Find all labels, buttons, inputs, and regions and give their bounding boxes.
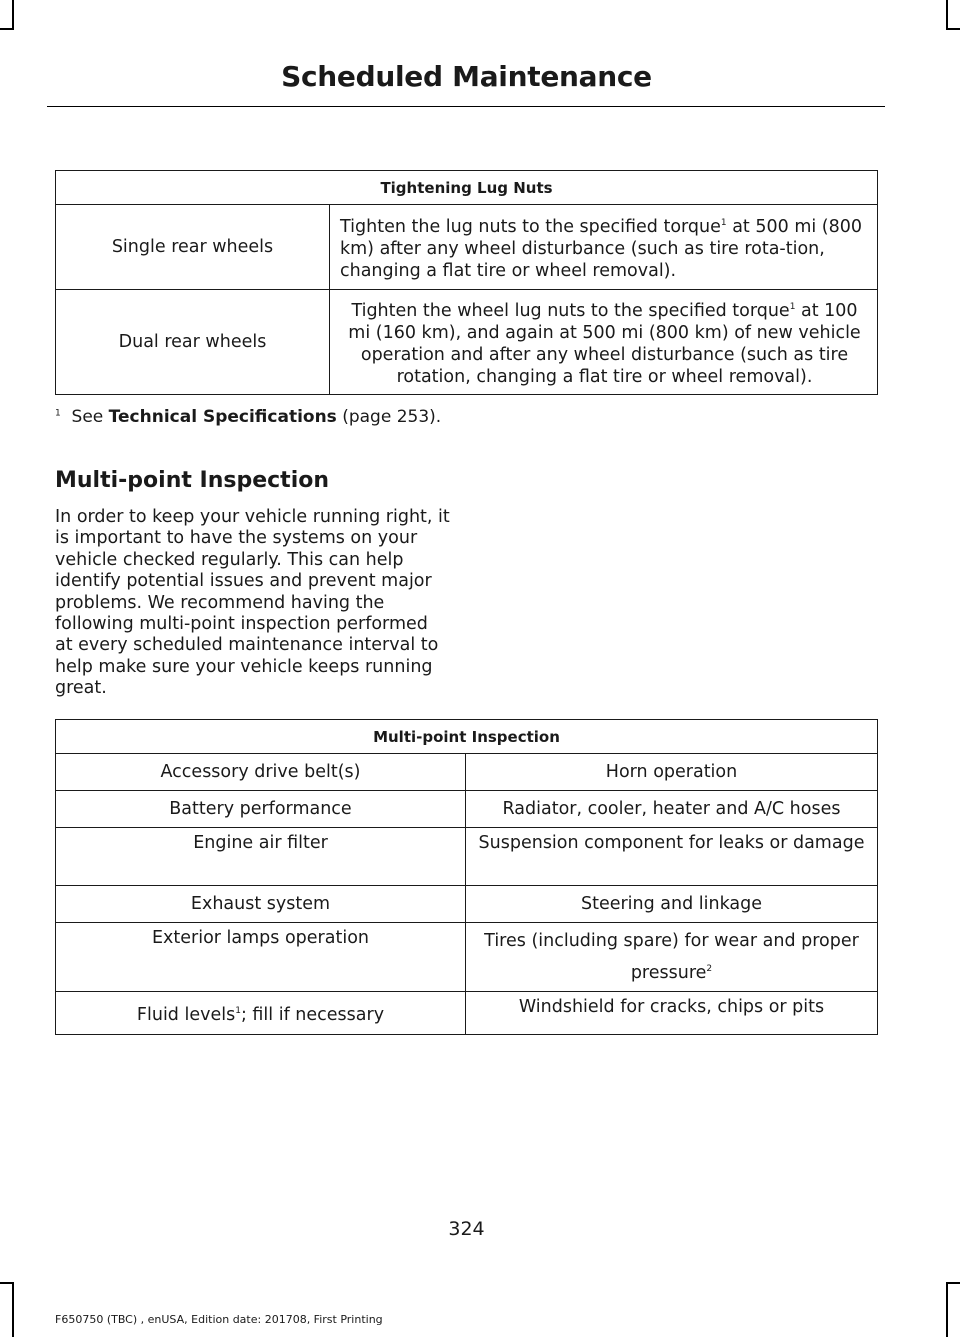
table-row bbox=[56, 791, 878, 828]
footnote-ref: 1 bbox=[720, 218, 727, 229]
inspection-text: ; fill if necessary bbox=[240, 1004, 385, 1025]
table-row bbox=[56, 828, 878, 886]
table-row bbox=[56, 205, 878, 290]
inspection-item: Accessory drive belt(s) bbox=[56, 754, 466, 791]
inspection-item: Suspension component for leaks or damage bbox=[466, 828, 878, 886]
inspection-item: Exterior lamps operation bbox=[56, 923, 466, 992]
page-number: 324 bbox=[448, 1218, 485, 1240]
instruction-text: at 500 mi (800 km) after any wheel disturbance (such as tire rota-tion, changing a flat tire or wheel removal). bbox=[340, 216, 863, 281]
inspection-item: Battery performance bbox=[56, 791, 466, 828]
crop-mark bbox=[12, 0, 14, 30]
inspection-item: Exhaust system bbox=[56, 886, 466, 923]
inspection-item bbox=[56, 991, 466, 1034]
table-row bbox=[56, 923, 878, 992]
mpi-table-title: Multi-point Inspection bbox=[56, 720, 878, 754]
instruction-text: Tighten the lug nuts to the specified torque bbox=[340, 216, 721, 237]
footnote bbox=[55, 407, 441, 427]
body-paragraph: In order to keep your vehicle running right, it is important to have the systems on your vehicle checked regularly. This can help identify potential issues and prevent major problems. We recommend having the following multi-point inspection performed at every scheduled maintenance interval to help make sure your vehicle keeps running great. bbox=[55, 507, 450, 699]
inspection-item: Horn operation bbox=[466, 754, 878, 791]
lug-nuts-table bbox=[55, 170, 878, 395]
crop-mark bbox=[0, 28, 14, 30]
inspection-item: Engine air filter bbox=[56, 828, 466, 886]
table-row bbox=[56, 754, 878, 791]
inspection-item: Steering and linkage bbox=[466, 886, 878, 923]
crop-mark bbox=[946, 1282, 948, 1337]
inspection-item bbox=[466, 923, 878, 992]
edition-info: F650750 (TBC) , enUSA, Edition date: 201708, First Printing bbox=[55, 1313, 383, 1326]
crop-mark bbox=[946, 0, 948, 30]
footnote-ref: 2 bbox=[706, 964, 713, 974]
inspection-text: Fluid levels bbox=[136, 1004, 236, 1025]
wheel-type-cell: Dual rear wheels bbox=[56, 290, 330, 395]
lug-table-title: Tightening Lug Nuts bbox=[56, 171, 878, 205]
crop-mark bbox=[946, 28, 960, 30]
instruction-text: at 100 mi (160 km), and again at 500 mi (800 km) of new vehicle operation and after any wheel disturbance (such as tire rotation, changing a flat tire or wheel removal). bbox=[348, 300, 861, 387]
torque-instruction-cell bbox=[330, 205, 878, 290]
footnote-ref: 1 bbox=[789, 302, 796, 312]
table-row bbox=[56, 290, 878, 395]
table-row bbox=[56, 886, 878, 923]
crop-mark bbox=[12, 1282, 14, 1337]
section-heading: Multi-point Inspection bbox=[55, 468, 330, 493]
instruction-text: Tighten the wheel lug nuts to the specified torque bbox=[351, 300, 790, 321]
footnote-prefix: See bbox=[71, 407, 109, 427]
inspection-item: Radiator, cooler, heater and A/C hoses bbox=[466, 791, 878, 828]
crop-mark bbox=[946, 1282, 960, 1284]
footnote-marker: 1 bbox=[55, 408, 61, 419]
wheel-type-cell: Single rear wheels bbox=[56, 205, 330, 290]
footnote-ref: 1 bbox=[235, 1005, 241, 1016]
inspection-text: Tires (including spare) for wear and proper pressure bbox=[484, 931, 859, 983]
title-rule bbox=[47, 106, 885, 107]
cross-reference-link[interactable]: Technical Specifications bbox=[108, 407, 337, 427]
inspection-item: Windshield for cracks, chips or pits bbox=[466, 991, 878, 1034]
page-title: Scheduled Maintenance bbox=[281, 60, 652, 93]
torque-instruction-cell bbox=[330, 290, 878, 395]
crop-mark bbox=[0, 1282, 14, 1284]
table-row bbox=[56, 991, 878, 1034]
multi-point-inspection-table bbox=[55, 719, 878, 1035]
footnote-suffix: (page 253). bbox=[336, 407, 442, 427]
